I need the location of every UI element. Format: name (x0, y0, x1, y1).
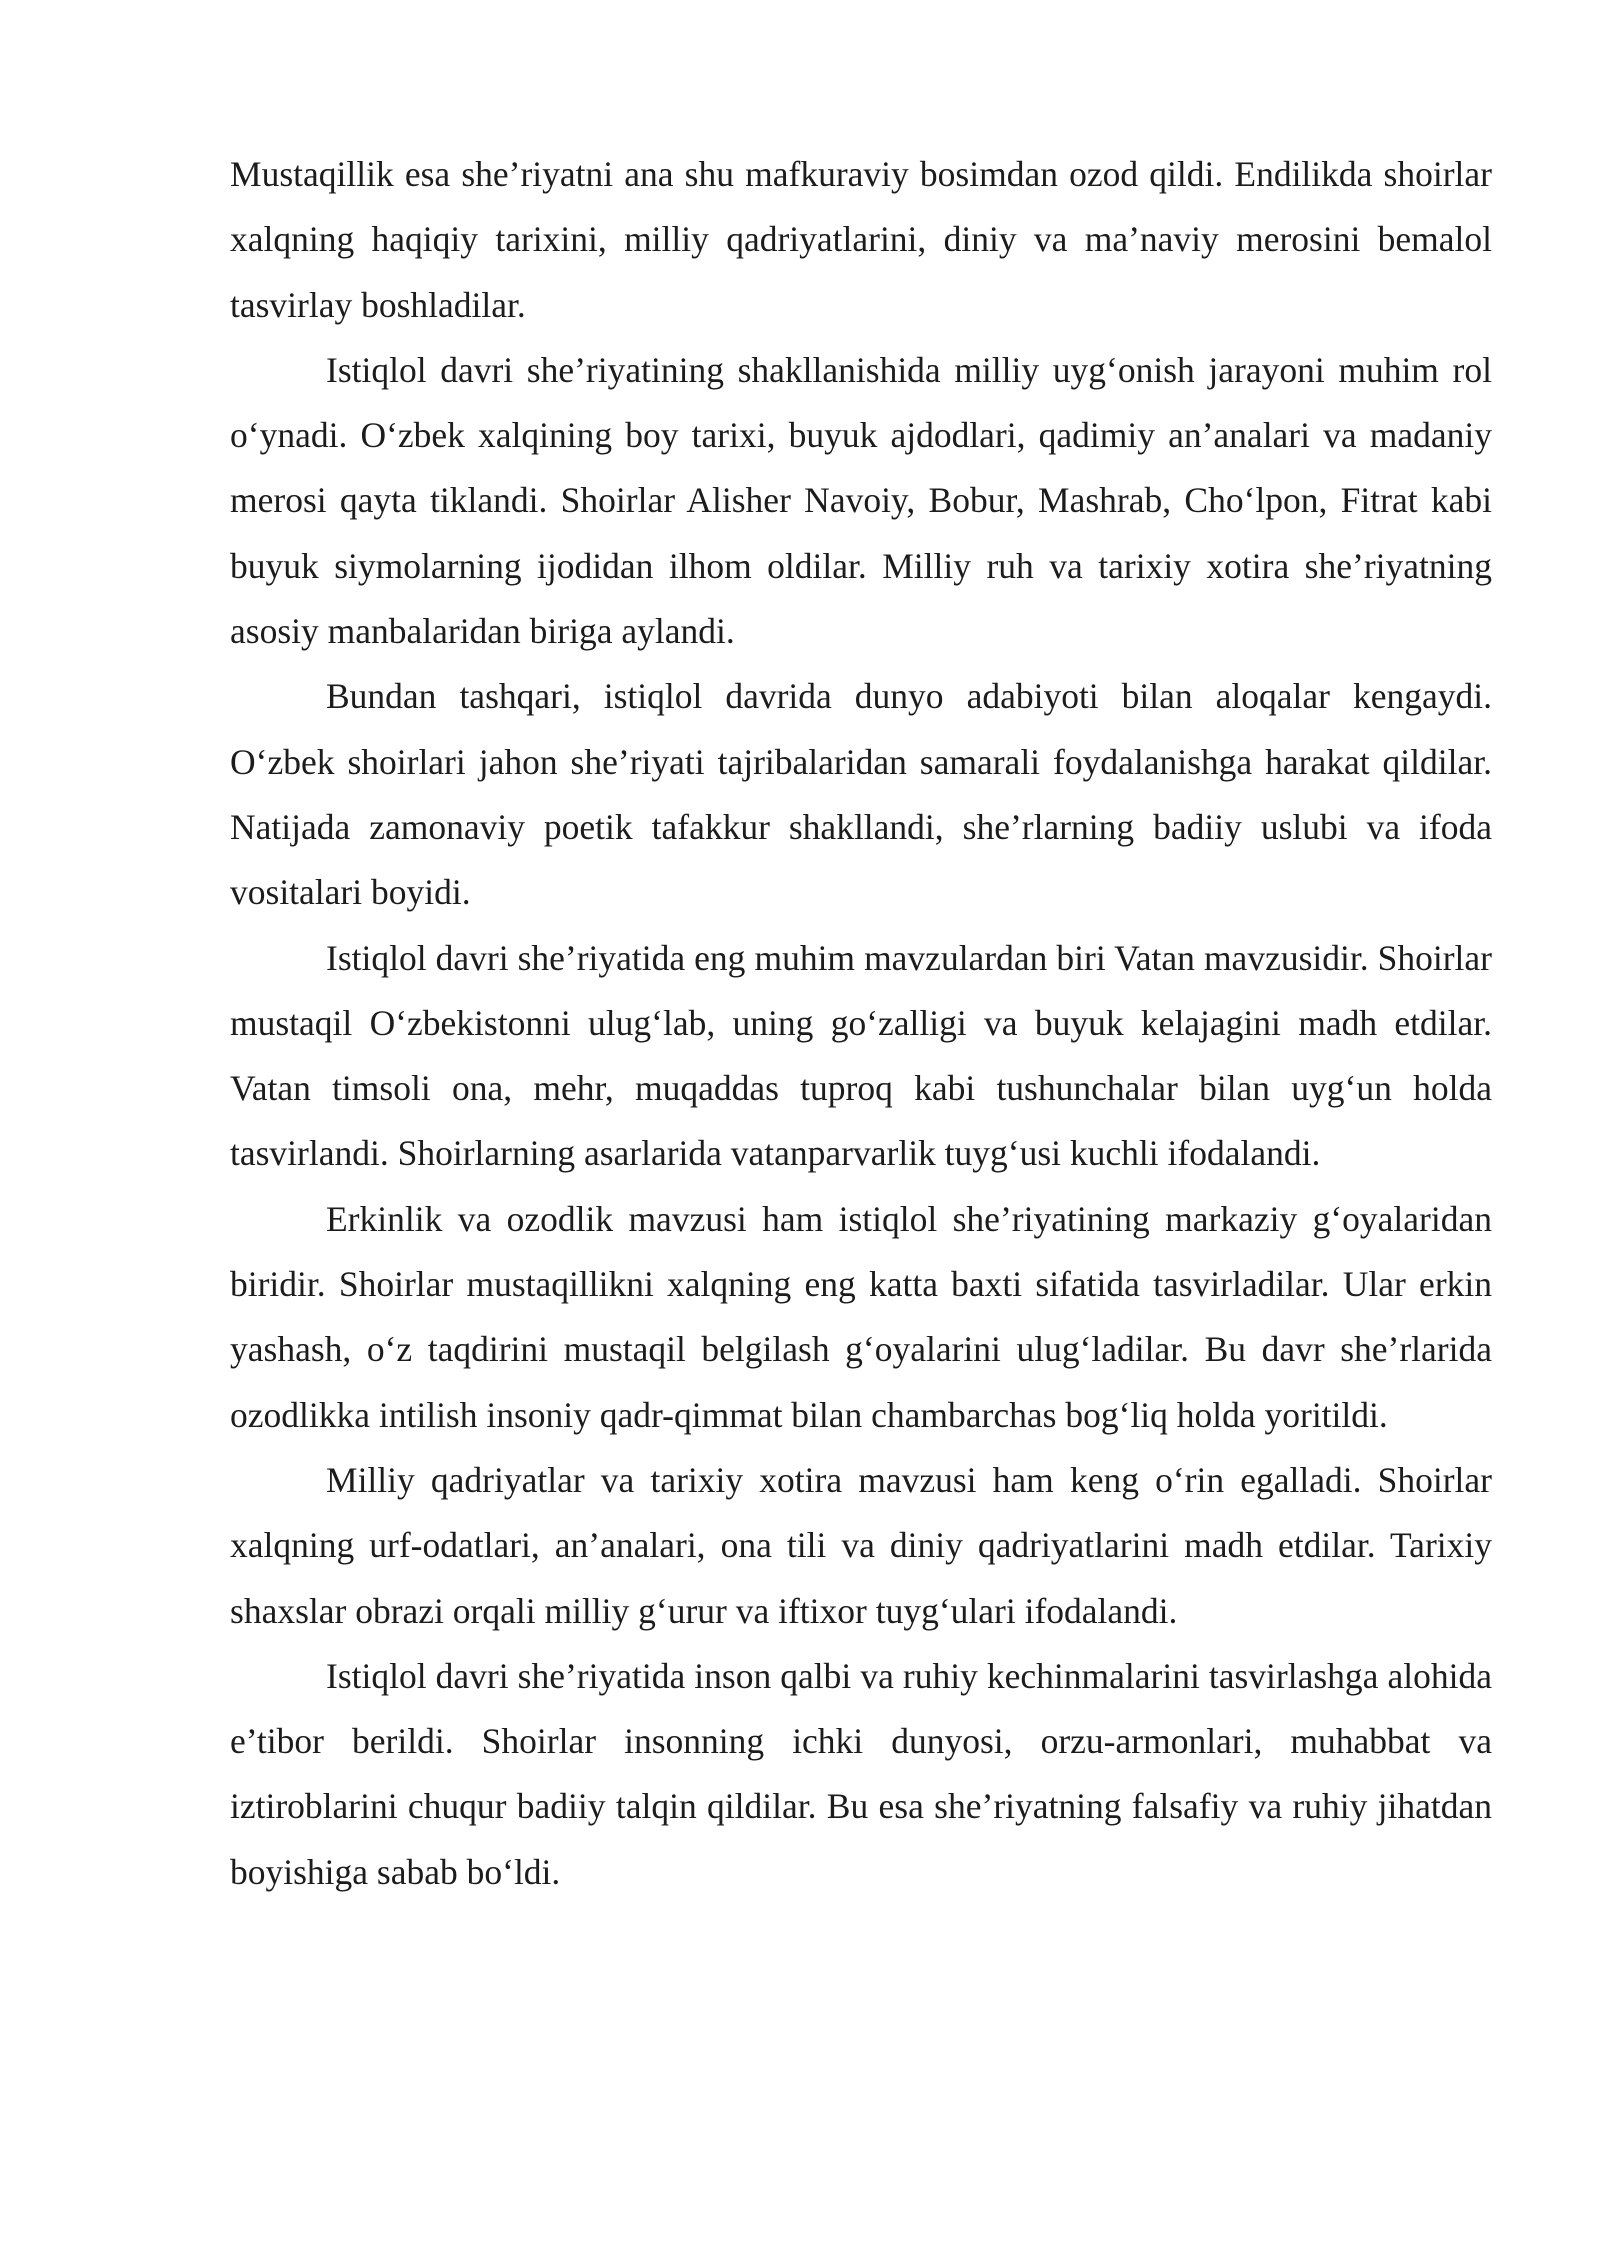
paragraph-1: Mustaqillik esa she’riyatni ana shu mafkuraviy bosimdan ozod qildi. Endilikda shoirlar xalqning haqiqiy tarixini, milliy qadriyatlarini, diniy va ma’naviy merosini bemalol tasvirlay boshladilar. (230, 154, 1492, 325)
paragraph-3: Bundan tashqari, istiqlol davrida dunyo adabiyoti bilan aloqalar kengaydi. O‘zbek shoirlari jahon she’riyati tajribalaridan samarali foydalanishga harakat qildilar. Natijada zamonaviy poetik tafakkur shakllandi, she’rlarning badiiy uslubi va ifoda vositalari boyidi. (230, 676, 1492, 913)
paragraph-5: Erkinlik va ozodlik mavzusi ham istiqlol she’riyatining markaziy g‘oyalaridan biridir. Shoirlar mustaqillikni xalqning eng katta baxti sifatida tasvirladilar. Ular erkin yashash, o‘z taqdirini mustaqil belgilash g‘oyalarini ulug‘ladilar. Bu davr she’rlarida ozodlikka intilish insoniy qadr-qimmat bilan chambarchas bog‘liq holda yoritildi. (230, 1198, 1492, 1435)
paragraph-7: Istiqlol davri she’riyatida inson qalbi va ruhiy kechinmalarini tasvirlashga alohida e’tibor berildi. Shoirlar insonning ichki dunyosi, orzu-armonlari, muhabbat va iztiroblarini chuqur badiiy talqin qildilar. Bu esa she’riyatning falsafiy va ruhiy jihatdan boyishiga sabab bo‘ldi. (230, 1655, 1492, 1892)
paragraph-6: Milliy qadriyatlar va tarixiy xotira mavzusi ham keng o‘rin egalladi. Shoirlar xalqning urf-odatlari, an’analari, ona tili va diniy qadriyatlarini madh etdilar. Tarixiy shaxslar obrazi orqali milliy g‘urur va iftixor tuyg‘ulari ifodalandi. (230, 1459, 1492, 1631)
paragraph-2: Istiqlol davri she’riyatining shakllanishida milliy uyg‘onish jarayoni muhim rol o‘ynadi. O‘zbek xalqining boy tarixi, buyuk ajdodlari, qadimiy an’analari va madaniy merosi qayta tiklandi. Shoirlar Alisher Navoiy, Bobur, Mashrab, Cho‘lpon, Fitrat kabi buyuk siymolarning ijodidan ilhom oldilar. Milliy ruh va tarixiy xotira she’riyatning asosiy manbalaridan biriga aylandi. (230, 349, 1492, 652)
paragraph-4: Istiqlol davri she’riyatida eng muhim mavzulardan biri Vatan mavzusidir. Shoirlar mustaqil O‘zbekistonni ulug‘lab, uning go‘zalligi va buyuk kelajagini madh etdilar. Vatan timsoli ona, mehr, muqaddas tuproq kabi tushunchalar bilan uyg‘un holda tasvirlandi. Shoirlarning asarlarida vatanparvarlik tuyg‘usi kuchli ifodalandi. (230, 937, 1492, 1174)
document-body (230, 142, 1492, 1905)
